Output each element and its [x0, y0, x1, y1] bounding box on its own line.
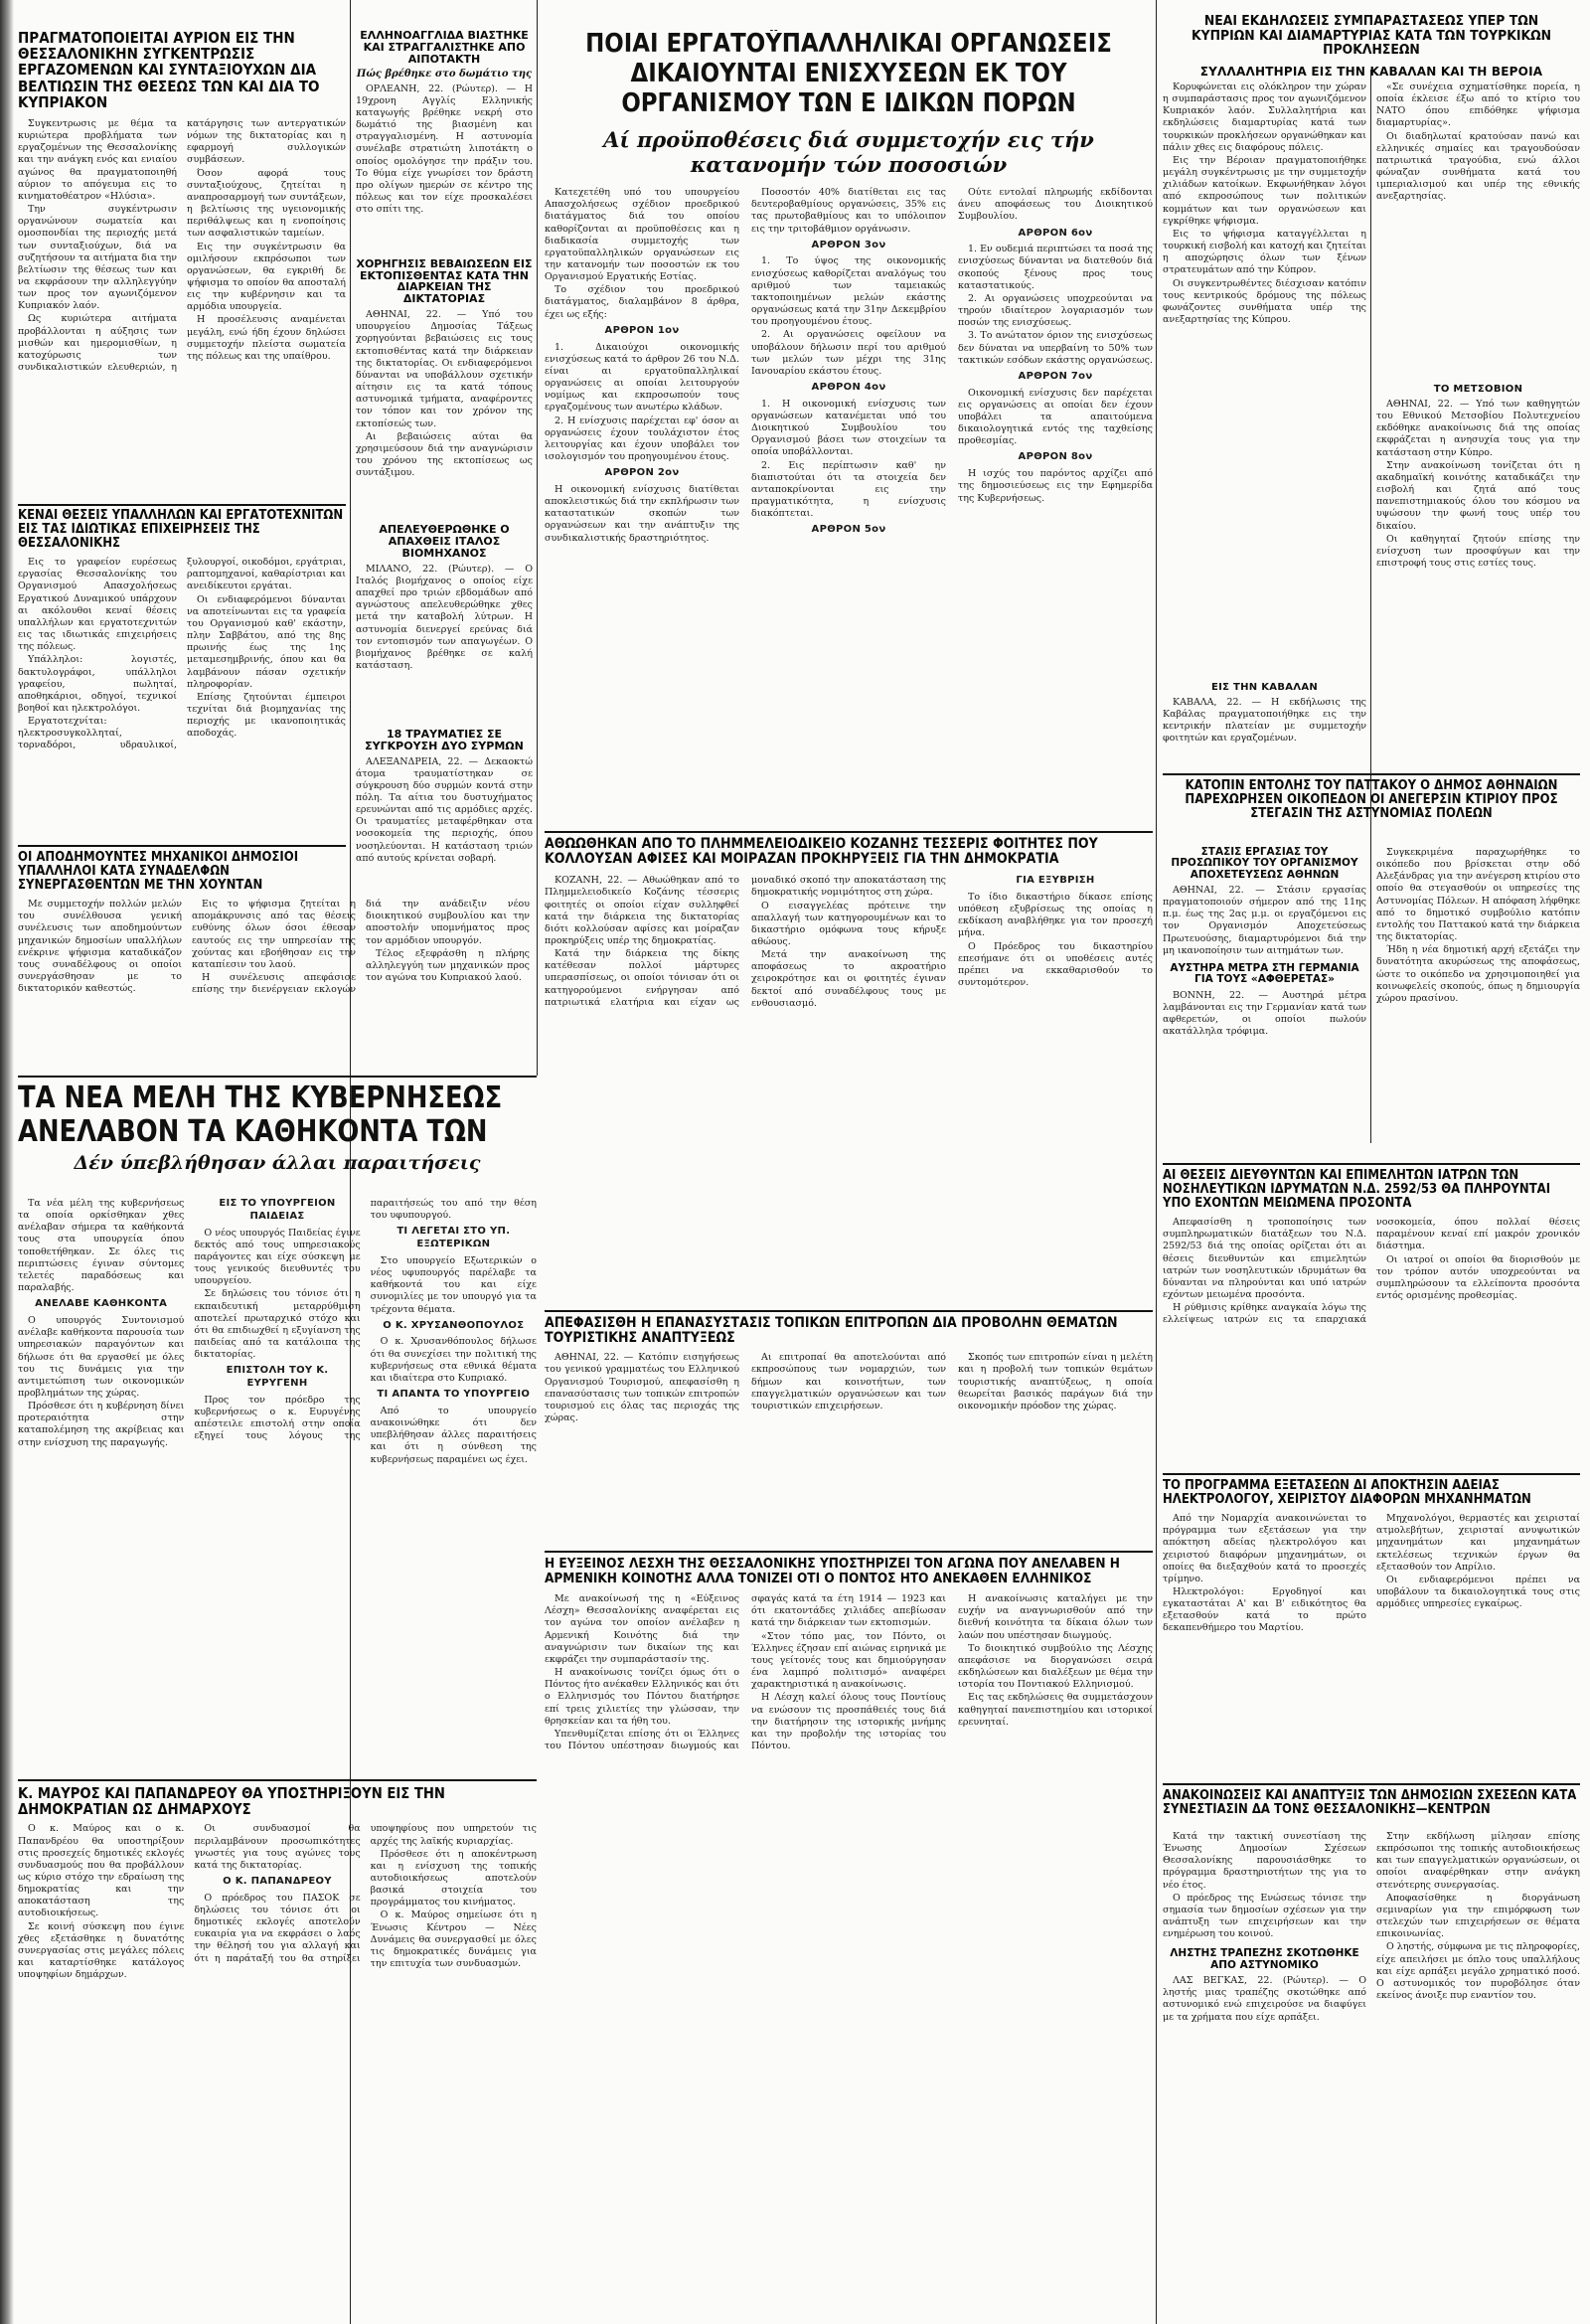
story-cyprus-body-b [1376, 82, 1580, 767]
article-subhead: ΑΡΘΡΟΝ 8ον [1018, 451, 1093, 463]
article-body: Από την Νομαρχία ανακοινώνεται το πρόγραμμα των εξετάσεων για την απόκτηση αδείας ηλεκτρολόγου και χειριστού διαφόρων μηχανημάτων, οι οποίες θα διεξαχθούν κατά το προσεχές τρίμηνο. Ηλεκτρολόγοι: Εργοδηγοί και εγκαταστάται Α' και Β' ειδικότητος θα εξετασθούν κατά το πρώτο δεκαπενθήμερο του Μαρτίου. Μηχανολόγοι, θερμαστές και χειρισταί ατμολεβήτων, χειρισταί ανυψωτικών μηχανημάτων και μηχανημάτων εκτελέσεως τεχνικών έργων θα εξετασθούν τον Απρίλιο. Οι ενδιαφερόμενοι πρέπει να υποβάλουν τα δικαιολογητικά τους στις αρμόδιες υπηρεσίες εγκαίρως. [1163, 1513, 1580, 1634]
article-body: «Σε συνέχεια σχηματίσθηκε πορεία, η οποία έκλεισε έξω από το κτίριο του ΝΑΤΟ όπου επιδόθηκε ψήφισμα διαμαρτυρίας». Οι διαδηλωταί κρατούσαν πανώ και ελληνικές σημαίες και τραγουδούσαν πατριωτικά τραγούδια, ενώ άλλοι φώναζαν συνθήματα κατά του ιμπεριαλισμού και υπέρ της εθνικής ανεξαρτησίας. [1376, 82, 1580, 203]
article-subhead: Ο Κ. ΧΡΥΣΑΝΘΟΠΟΥΛΟΣ [383, 1319, 525, 1331]
article-subhead: ΑΡΘΡΟΝ 5ον [811, 524, 886, 536]
story-mayors [18, 1785, 537, 2312]
pr-col-a [1163, 1831, 1366, 2298]
headline: Κ. ΜΑΥΡΟΣ ΚΑΙ ΠΑΠΑΝΔΡΕΟΥ ΘΑ ΥΠΟΣΤΗΡΙΞΟΥΝ ΕΙΣ ΤΗΝ ΔΗΜΟΚΡΑΤΙΑΝ ΩΣ ΔΗΜΑΡΧΟΥΣ [18, 1785, 445, 1819]
article-subhead: ΤΙ ΑΠΑΝΤΑ ΤΟ ΥΠΟΥΡΓΕΙΟ [377, 1389, 531, 1401]
divider [18, 845, 346, 847]
subheadline: ΣΤΑΣΙΣ ΕΡΓΑΣΙΑΣ ΤΟΥ ΠΡΟΣΩΠΙΚΟΥ ΤΟΥ ΟΡΓΑΝΙΣΜΟΥ ΑΠΟΧΕΤΕΥΣΕΩΣ ΑΘΗΝΩΝ [1171, 847, 1358, 881]
article-body: Συγκεντρωσις με θέμα τα κυριώτερα προβλήματα των εργαζομένων της Θεσσαλονίκης και την ανάγκη ενός και ενιαίου αγώνος θα πραγματοποιηθή αύριον το απόγευμα εις το κινηματοθέατρον «Ηλύσια». Την συγκέντρωσιν οργανώνουν σωματεία και ομοσπονδίαι της περιοχής μετά των συνταξιούχων, διά να συζητήσουν τα αιτήματα δια την βελτίωσιν της θέσεως των και να εκφράσουν την αλληλεγγύην των προς τον αγωνιζόμενον Κυπριακόν λαόν. Ως κυριώτερα αιτήματα προβάλλονται η αύξησις των μισθών και ημερομισθίων, η κατοχύρωσις των συνδικαλιστικών ελευθεριών, η κατάργησις των αντεργατικών νόμων της δικτατορίας και η εφαρμογή συλλογικών συμβάσεων. Όσον αφορά τους συνταξιούχους, ζητείται η αναπροσαρμογή των συντάξεων, η βελτίωσις της υγειονομικής περιθάλψεως και η ενοποίησις των ασφαλιστικών ταμείων. Εις την συγκέντρωσιν θα ομιλήσουν εκπρόσωποι των οργανώσεων, θα εγκριθή δε ψήφισμα το οποίον θα αποσταλή εις την κυβέρνησιν και τα αρμόδια υπουργεία. Η προσέλευσις αναμένεται μεγάλη, ενώ ήδη έχουν δηλώσει συμμετοχήν πλείστα σωματεία της πόλεως και της υπαίθρου. [18, 117, 346, 374]
divider [1163, 1163, 1580, 1165]
police-col-b [1376, 847, 1580, 1155]
headline: ΠΡΑΓΜΑΤΟΠΟΙΕΙΤΑΙ ΑΥΡΙΟΝ ΕΙΣ ΤΗΝ ΘΕΣΣΑΛΟΝΙΚΗΝ ΣΥΓΚΕΝΤΡΩΣΙΣ ΕΡΓΑΖΟΜΕΝΩΝ ΚΑΙ ΣΥΝΤΑΞΙΟΥΧΩΝ ΔΙΑ ΒΕΛΤΙΩΣΙΝ ΤΗΣ ΘΕΣΕΩΣ ΤΩΝ ΚΑΙ ΔΙΑ ΤΟ ΚΥΠΡΙΑΚΟΝ [18, 30, 320, 111]
subheadline: ΣΥΛΛΑΛΗΤΗΡΙΑ ΕΙΣ ΤΗΝ ΚΑΒΑΛΑΝ ΚΑΙ ΤΗ ΒΕΡΟΙΑ [1199, 64, 1543, 78]
main-deck: Αί προϋποθέσεις διά συμμετοχήν εις τήν κατανομήν τών ποσοσιών [603, 126, 1094, 177]
story-police-building [1163, 779, 1580, 1157]
story-tourism [545, 1316, 1153, 1545]
article-body: ΑΘΗΝΑΙ, 22. — Υπό των καθηγητών του Εθνικού Μετσοβίου Πολυτεχνείου εκδόθηκε ανακοίνωσις διά της οποίας εκφράζεται η ανησυχία τους για την κατάσταση στην Κύπρο. Στην ανακοίνωση τονίζεται ότι η ακαδημαϊκή κοινότης καταδικάζει την εισβολή και ζητά από τους πανεπιστημιακούς όλου του κόσμου να υψώσουν την φωνή τους υπέρ του δικαίου. Οι καθηγηταί ζητούν επίσης την ενίσχυση των προσφύγων και την επιστροφή τους στις εστίες τους. [1376, 399, 1580, 570]
headline-italian: ΑΠΕΛΕΥΘΕΡΩΘΗΚΕ Ο ΑΠΑΧΘΕΙΣ ΙΤΑΛΟΣ ΒΙΟΜΗΧΑΝΟΣ [379, 523, 510, 560]
main-article-body: Κατεχετέθη υπό του υπουργείου Απασχολήσεως σχέδιον προεδρικού διατάγματος διά του οποίου καθορίζονται αι προϋποθέσεις και η διαδικασία συμμετοχής των εργατοϋπαλληλικών οργανώσεων εις την κατανομήν των ποσοστών εκ του Οργανισμού Εργατικής Εστίας. Το σχέδιον του προεδρικού διατάγματος, διαλαμβάνον 8 άρθρα, έχει ως εξής: ΑΡΘΡΟΝ 1ον 1. Δικαιούχοι οικονομικής ενισχύσεως κατά το άρθρον 26 του Ν.Δ. είναι αι εργατοϋπαλληλικαί οργανώσεις αι οποίαι λειτουργούν νομίμως και εκπροσωπούν τους εργαζομένους των ανωτέρω κλάδων. 2. Η ενίσχυσις παρέχεται εφ' όσον αι οργανώσεις έχουν τουλάχιστον έτος λειτουργίας και έχουν υποβάλει τον ισολογισμόν του προηγουμένου έτους. ΑΡΘΡΟΝ 2ον Η οικονομική ενίσχυσις διατίθεται αποκλειστικώς διά την εκπλήρωσιν των καταστατικών σκοπών των οργανώσεων και την ανάπτυξιν της συνδικαλιστικής δραστηριότητος. Ποσοστόν 40% διατίθεται εις τας δευτεροβαθμίους οργανώσεις, 35% εις τας πρωτοβαθμίους και το υπόλοιπον εις την τριτοβάθμιον οργάνωσιν. ΑΡΘΡΟΝ 3ον 1. Το ύψος της οικονομικής ενισχύσεως καθορίζεται αναλόγως του αριθμού των ταμειακώς τακτοποιημένων μελών εκάστης οργανώσεως κατά την 31ην Δεκεμβρίου του προηγουμένου έτους. 2. Αι οργανώσεις οφείλουν να υποβάλουν δήλωσιν περί του αριθμού των μελών των μέχρι της 31ης Ιανουαρίου εκάστου έτους. ΑΡΘΡΟΝ 4ον 1. Η οικονομική ενίσχυσις των οργανώσεων κατανέμεται υπό του Διοικητικού Συμβουλίου του Οργανισμού βάσει των στοιχείων τα οποία υποβάλλονται. 2. Εις περίπτωσιν καθ' ην διαπιστούται ότι τα στοιχεία δεν ανταποκρίνονται εις την πραγματικότητα, η ενίσχυσις διακόπτεται. ΑΡΘΡΟΝ 5ον Ούτε εντολαί πληρωμής εκδίδονται άνευ αποφάσεως του Διοικητικού Συμβουλίου. ΑΡΘΡΟΝ 6ον 1. Εν ουδεμιά περιπτώσει τα ποσά της ενισχύσεως δύνανται να διατεθούν διά σκοπούς ξένους προς τους καταστατικούς. 2. Αι οργανώσεις υποχρεούνται να τηρούν ιδιαίτερον λογαριασμόν των ποσών της ενισχύσεως. 3. Το ανώτατον όριον της ενισχύσεως δεν δύναται να υπερβαίνη το 50% των τακτικών εσόδων εκάστης οργανώσεως. ΑΡΘΡΟΝ 7ον Οικονομική ενίσχυσις δεν παρέχεται εις οργανώσεις αι οποίαι δεν έχουν υποβάλει τα απαιτούμενα δικαιολογητικά εντός της ταχθείσης προθεσμίας. ΑΡΘΡΟΝ 8ον Η ισχύς του παρόντος αρχίζει από της δημοσιεύσεως εις την Εφημερίδα της Κυβερνήσεως. [545, 187, 1153, 544]
story-public-relations [1163, 1789, 1580, 2306]
subheadline: Πώς βρέθηκε στο δωμάτιο της [356, 68, 533, 80]
story-thessaloniki-rally [18, 30, 346, 497]
main-headline: ΠΟΙΑΙ ΕΡΓΑΤΟΫΠΑΛΛΗΛΙΚΑΙ ΟΡΓΑΝΩΣΕΙΣ ΔΙΚΑΙΟΥΝΤΑΙ ΕΝΙΣΧΥΣΕΩΝ ΕΚ ΤΟΥ ΟΡΓΑΝΙΣΜΟΥ ΤΩΝ Ε ΙΔΙΚΩΝ ΠΟΡΩΝ [585, 30, 1112, 118]
headline: ΑΝΑΚΟΙΝΩΣΕΙΣ ΚΑΙ ΑΝΑΠΤΥΞΙΣ ΤΩΝ ΔΗΜΟΣΙΩΝ ΣΧΕΣΕΩΝ ΚΑΤΑ ΣΥΝΕΣΤΙΑΣΙΝ ΔΑ ΤΟΝΣ ΘΕΣΣΑΛΟΝΙΚΗΣ—ΚΕΝΤΡΩΝ [1163, 1789, 1577, 1818]
article-subhead: ΑΡΘΡΟΝ 2ον [604, 467, 680, 479]
article-subhead: ΑΡΘΡΟΝ 3ον [811, 239, 886, 250]
article-body: ΚΟΖΑΝΗ, 22. — Αθωώθηκαν από το Πλημμελειοδικείο Κοζάνης τέσσερις φοιτητές οι οποίοι είχαν συλληφθεί κατά την διάρκεια της δικτατορίας διότι κολλούσαν αφίσες και μοίραζαν προκηρύξεις υπέρ της δημοκρατίας. Κατά την διάρκεια της δίκης κατέθεσαν πολλοί μάρτυρες υπερασπίσεως, οι οποίοι τόνισαν ότι οι κατηγορούμενοι ενήργησαν από πατριωτικά ελατήρια και είχαν ως μοναδικό σκοπό την αποκατάσταση της δημοκρατικής νομιμότητος στη χώρα. Ο εισαγγελέας πρότεινε την απαλλαγή των κατηγορουμένων και το δικαστήριο ομόφωνα τους κήρυξε αθώους. Μετά την ανακοίνωση της αποφάσεως το ακροατήριο χειροκρότησε και οι φοιτητές έγιναν δεκτοί από συναδέλφους τους με ενθουσιασμό. ΓΙΑ ΕΞΥΒΡΙΣΗ Το ίδιο δικαστήριο δίκασε επίσης υπόθεση εξυβρίσεως της οποίας η εκδίκαση αναβλήθηκε για τον προσεχή μήνα. Ο Πρόεδρος του δικαστηρίου επεσήμανε ότι οι υποθέσεις αυτές πρέπει να εκκαθαρισθούν το συντομότερον. [545, 875, 1153, 1009]
cabinet-deck: Δέν ύπεβλήθησαν άλλαι παραιτήσεις [74, 1152, 481, 1175]
headline: ΟΙ ΑΠΟΔΗΜΟΥΝΤΕΣ ΜΗΧΑΝΙΚΟΙ ΔΗΜΟΣΙΟΙ ΥΠΑΛΛΗΛΟΙ ΚΑΤΑ ΣΥΝΑΔΕΛΦΩΝ ΣΥΝΕΡΓΑΣΘΕΝΤΩΝ ΜΕ ΤΗΝ ΧΟΥΝΤΑΝ [18, 851, 299, 894]
article-body: ΑΘΗΝΑΙ, 22. — Κατόπιν εισηγήσεως του γενικού γραμματέως του Ελληνικού Οργανισμού Τουρισμού, απεφασίσθη η επανασύστασις των τοπικών επιτροπών τουρισμού εις όλας τας περιοχάς της χώρας. Αι επιτροπαί θα αποτελούνται από εκπροσώπους των νομαρχιών, των δήμων και κοινοτήτων, των επαγγελματικών οργανώσεων και των τουριστικών επιχειρήσεων. Σκοπός των επιτροπών είναι η μελέτη και η προβολή των τοπικών θεμάτων τουριστικής αναπτύξεως, η οποία θεωρείται βασικός παράγων διά την οικονομικήν πρόοδον της χώρας. [545, 1352, 1153, 1423]
divider [18, 504, 346, 506]
headline: ΚΑΤΟΠΙΝ ΕΝΤΟΛΗΣ ΤΟΥ ΠΑΤΤΑΚΟΥ Ο ΔΗΜΟΣ ΑΘΗΝΑΙΩΝ ΠΑΡΕΧΩΡΗΣΕΝ ΟΙΚΟΠΕΔΟΝ ΟΙ ΑΝΕΓΕΡΣΙΝ ΚΤΙΡΙΟΥ ΠΡΟΣ ΣΤΕΓΑΣΙΝ ΤΗΣ ΑΣΤΥΝΟΜΙΑΣ ΠΟΛΕΩΝ [1185, 779, 1558, 822]
article-body: ΑΘΗΝΑΙ, 22. — Στάσιν εργασίας πραγματοποιούν σήμερον από της 11ης π.μ. έως της 2ας μ.μ. οι εργαζόμενοι εις τον Οργανισμόν Αποχετεύσεως Πρωτευούσης, διαμαρτυρόμενοι διά την μη ικανοποίησιν των αιτημάτων των. ΑΥΣΤΗΡΑ ΜΕΤΡΑ ΣΤΗ ΓΕΡΜΑΝΙΑ ΓΙΑ ΤΟΥΣ «ΑΦΘΕΡΕΤΑΣ» ΒΟΝΝΗ, 22. — Αυστηρά μέτρα λαμβάνονται εις την Γερμανίαν κατά των αφθερετών, οι οποίοι πωλούν ακατάλληλα τρόφιμα. [1163, 884, 1366, 1038]
article-subhead: ΕΠΙΣΤΟΛΗ ΤΟΥ Κ. ΕΥΡΥΓΕΝΗ [226, 1365, 329, 1390]
article-body: ΑΛΕΞΑΝΔΡΕΙΑ, 22. — Δεκαοκτώ άτομα τραυματίστηκαν σε σύγκρουση δύο συρμών κοντά στην πόλη. Τα αίτια του δυστυχήματος ερευνώνται από τις αρμόδιες αρχές. Οι τραυματίες μεταφέρθηκαν στα νοσοκομεία της περιοχής, όπου νοσηλεύονται. Η κατάσταση τριών από αυτούς κρίνεται σοβαρή. [356, 755, 533, 864]
story-cyprus-body-a [1163, 82, 1366, 767]
top-middle-column [356, 30, 533, 1074]
headline-trains: 18 ΤΡΑΥΜΑΤΙΕΣ ΣΕ ΣΥΓΚΡΟΥΣΗ ΔΥΟ ΣΥΡΜΩΝ [365, 727, 524, 752]
headline: ΑΙ ΘΕΣΕΙΣ ΔΙΕΥΘΥΝΤΩΝ ΚΑΙ ΕΠΙΜΕΛΗΤΩΝ ΙΑΤΡΩΝ ΤΩΝ ΝΟΣΗΛΕΥΤΙΚΩΝ ΙΔΡΥΜΑΤΩΝ Ν.Δ. 2592/53 ΘΑ ΠΛΗΡΟΥΝΤΑΙ ΥΠΟ ΕΧΟΝΤΩΝ ΜΕΙΩΜΕΝΑ ΠΡΟΣΟΝΤΑ [1163, 1169, 1551, 1212]
divider [545, 1551, 1153, 1553]
headline-rape-case: ΕΛΛΗΝΟΑΓΓΛΙΔΑ ΒΙΑΣΤΗΚΕ ΚΑΙ ΣΤΡΑΓΓΑΛΙΣΤΗΚΕ ΑΠΟ ΑΙΠΟΤΑΚΤΗ [360, 30, 529, 66]
article-subhead: ΤΟ ΜΕΤΣΟΒΙΟΝ [1433, 384, 1523, 395]
article-body: Εις το γραφείον ευρέσεως εργασίας Θεσσαλονίκης του Οργανισμού Απασχολήσεως Εργατικού Δυναμικού υπάρχουν αι ακόλουθοι κεναί θέσεις υπαλλήλων και εργατοτεχνιτών εις τας ιδιωτικάς επιχειρήσεις της πόλεως. Υπάλληλοι: λογιστές, δακτυλογράφοι, υπάλληλοι γραφείου, πωληταί, αποθηκάριοι, οδηγοί, τεχνικοί βοηθοί και ηλεκτρολόγοι. Εργατοτεχνίται: ηλεκτροσυγκολληταί, τορναδόροι, υδραυλικοί, ξυλουργοί, οικοδόμοι, εργάτριαι, ραπτομηχανοί, καθαρίστριαι και ανειδίκευτοι εργάται. Οι ενδιαφερόμενοι δύνανται να αποτείνωνται εις τα γραφεία του Οργανισμού καθ' εκάστην, πλην Σαββάτου, από της 8ης πρωινής έως της 1ης μεταμεσημβρινής, όπου και θα λαμβάνουν πάσαν σχετικήν πληροφορίαν. Επίσης ζητούνται έμπειροι τεχνίται διά βιομηχανίας της περιοχής με ικανοποιητικάς αποδοχάς. [18, 557, 346, 751]
story-exams [1163, 1479, 1580, 1777]
story-hospital-posts [1163, 1169, 1580, 1467]
article-body: Με ανακοίνωσή της η «Εύξεινος Λέσχη» Θεσσαλονίκης αναφέρεται εις τον αγώνα τον οποίον ανέλαβεν η Αρμενική Κοινότης διά την αναγνώρισιν των δικαίων της και εκφράζει την συμπαράστασίν της. Η ανακοίνωσις τονίζει όμως ότι ο Πόντος ήτο ανέκαθεν Ελληνικός και ότι ο Ελληνισμός του Πόντου διατήρησε επί τρεις χιλιετίες την γλώσσαν, την θρησκείαν και τα ήθη του. Υπενθυμίζεται επίσης ότι οι Έλληνες του Πόντου υπέστησαν διωγμούς και σφαγάς κατά τα έτη 1914 — 1923 και ότι εκατοντάδες χιλιάδες απεβίωσαν κατά την διάρκειαν των εκτοπισμών. «Στον τόπο μας, τον Πόντο, οι Έλληνες έζησαν επί αιώνας ειρηνικά με τους γείτονές τους και δημιούργησαν ένα λαμπρό πολιτισμό» αναφέρει χαρακτηριστικά η ανακοίνωσις. Η Λέσχη καλεί όλους τους Ποντίους να ενώσουν τις προσπάθειές τους διά την διατήρησιν της ιστορικής μνήμης και την προβολήν της ιστορίας του Πόντου. Η ανακοίνωσις καταλήγει με την ευχήν να αναγνωρισθούν από την διεθνή κοινότητα τα δίκαια όλων των λαών που υπέστησαν διωγμούς. Το διοικητικό συμβούλιο της Λέσχης απεφάσισε να διοργανώσει σειρά εκδηλώσεων και διαλέξεων με θέμα την ιστορία του Ποντιακού Ελληνισμού. Εις τας εκδηλώσεις θα συμμετάσχουν καθηγηταί πανεπιστημίου και ιστορικοί ερευνηταί. [545, 1593, 1153, 1752]
subheadline: ΛΗΣΤΗΣ ΤΡΑΠΕΖΗΣ ΣΚΟΤΩΘΗΚΕ ΑΠΟ ΑΣΤΥΝΟΜΙΚΟ [1170, 1947, 1359, 1971]
article-body: ΚΑΒΑΛΑ, 22. — Η εκδήλωσις της Καβάλας πραγματοποιήθηκε εις την κεντρικήν πλατείαν με συμμετοχήν φοιτητών και εργαζομένων. [1163, 697, 1366, 745]
scan-edge [0, 0, 14, 2324]
article-body: Τα νέα μέλη της κυβερνήσεως τα οποία ορκίσθηκαν χθες ανέλαβαν σήμερα τα καθήκοντά τους στα υπουργεία όπου τοποθετήθηκαν. Σε όλες τις περιπτώσεις έγιναν σύντομες τελετές παραδόσεως και παραλαβής. ΑΝΕΛΑΒΕ ΚΑΘΗΚΟΝΤΑ Ο υπουργός Συντονισμού ανέλαβε καθήκοντα παρουσία των υπηρεσιακών παραγόντων και δήλωσε ότι θα εργασθεί με όλες του τις δυνάμεις για την αντιμετώπιση των οικονομικών προβλημάτων της χώρας. Πρόσθεσε ότι η κυβέρνηση δίνει προτεραιότητα στην καταπολέμηση της ακρίβειας και στην ενίσχυση της παραγωγής. ΕΙΣ ΤΟ ΥΠΟΥΡΓΕΙΟΝ ΠΑΙΔΕΙΑΣ Ο νέος υπουργός Παιδείας έγινε δεκτός από τους υπηρεσιακούς παράγοντες και είχε σύσκεψη με τους γενικούς διευθυντές του υπουργείου. Σε δηλώσεις του τόνισε ότι η εκπαιδευτική μεταρρύθμιση αποτελεί πρωταρχικό στόχο και ότι θα επιδιωχθεί η εξυγίανση της παιδείας από τα κατάλοιπα της δικτατορίας. ΕΠΙΣΤΟΛΗ ΤΟΥ Κ. ΕΥΡΥΓΕΝΗ Προς τον πρόεδρο της κυβερνήσεως ο κ. Ευρυγένης απέστειλε επιστολή στην οποία εξηγεί τους λόγους της παραιτήσεώς του από την θέση του υφυπουργού. ΤΙ ΛΕΓΕΤΑΙ ΣΤΟ ΥΠ. ΕΞΩΤΕΡΙΚΩΝ Στο υπουργείο Εξωτερικών ο νέος υφυπουργός παρέλαβε τα καθήκοντά του και είχε συνομιλίες με τον υπουργό για τα τρέχοντα θέματα. Ο Κ. ΧΡΥΣΑΝΘΟΠΟΥΛΟΣ Ο κ. Χρυσανθόπουλος δήλωσε ότι θα συνεχίσει την πολιτική της κυβερνήσεως στα εθνικά θέματα και ιδιαίτερα στο Κυπριακό. ΤΙ ΑΠΑΝΤΑ ΤΟ ΥΠΟΥΡΓΕΙΟ Από το υπουργείο ανακοινώθηκε ότι δεν υπεβλήθησαν άλλες παραιτήσεις και ότι η σύνθεση της κυβερνήσεως παραμένει ως έχει. [18, 1198, 537, 1465]
article-subhead: ΕΙΣ ΤΟ ΥΠΟΥΡΓΕΙΟΝ ΠΑΙΔΕΙΑΣ [219, 1198, 336, 1222]
article-subhead: ΓΙΑ ΕΞΥΒΡΙΣΗ [1016, 875, 1095, 887]
cabinet-headline: ΤΑ ΝΕΑ ΜΕΛΗ ΤΗΣ ΚΥΒΕΡΝΗΣΕΩΣ ΑΝΕΛΑΒΟΝ ΤΑ ΚΑΘΗΚΟΝΤΑ ΤΩΝ [18, 1081, 503, 1149]
story-vacancies [18, 509, 346, 842]
divider [18, 1779, 537, 1781]
cabinet-headline-block [18, 1081, 537, 1191]
divider [1163, 1473, 1580, 1475]
pr-col-b [1376, 1831, 1580, 2298]
subheadline: ΑΥΣΤΗΡΑ ΜΕΤΡΑ ΣΤΗ ΓΕΡΜΑΝΙΑ ΓΙΑ ΤΟΥΣ «ΑΦΘΕΡΕΤΑΣ» [1170, 961, 1359, 986]
article-subhead: ΑΡΘΡΟΝ 4ον [811, 382, 886, 394]
headline: ΑΠΕΦΑΣΙΣΘΗ Η ΕΠΑΝΑΣΥΣΤΑΣΙΣ ΤΟΠΙΚΩΝ ΕΠΙΤΡΟΠΩΝ ΔΙΑ ΠΡΟΒΟΛΗΝ ΘΕΜΑΤΩΝ ΤΟΥΡΙΣΤΙΚΗΣ ΑΝΑΠΤΥΞΕΩΣ [545, 1316, 1118, 1347]
divider [545, 831, 1153, 833]
article-body: Ο κ. Μαύρος και ο κ. Παπανδρέου θα υποστηρίξουν στις προσεχείς δημοτικές εκλογές συνδυασμούς που θα προβάλλουν ως κύριο στόχο την εδραίωση της δημοκρατίας και την αποκατάσταση της αυτοδιοικήσεως. Σε κοινή σύσκεψη που έγινε χθες εξετάσθηκε η δυνατότης συνεργασίας στις μεγάλες πόλεις και καταρτίσθηκε κατάλογος υποψηφίων δημάρχων. Οι συνδυασμοί θα περιλαμβάνουν προσωπικότητες γνωστές για τους αγώνες τους κατά της δικτατορίας. Ο Κ. ΠΑΠΑΝΔΡΕΟΥ Ο πρόεδρος του ΠΑΣΟΚ σε δηλώσεις του τόνισε ότι οι δημοτικές εκλογές αποτελούν ευκαιρία για να εκφράσει ο λαός την θέλησή του για αλλαγή και ότι η παράταξή του θα στηρίξει υποψηφίους που υπηρετούν τις αρχές της λαϊκής κυριαρχίας. Πρόσθεσε ότι η αποκέντρωση και η ενίσχυση της τοπικής αυτοδιοικήσεως αποτελούν βασικά στοιχεία του προγράμματος του κινήματος. Ο κ. Μαύρος σημείωσε ότι η Ένωσις Κέντρου — Νέες Δυνάμεις θα συνεργασθεί με όλες τις δημοκρατικές δυνάμεις για την επιτυχία των συνδυασμών. [18, 1823, 537, 1981]
article-body: Κατά την τακτική συνεστίαση της Ένωσης Δημοσίων Σχέσεων Θεσσαλονίκης παρουσιάσθηκε το πρόγραμμα δραστηριοτήτων της για το νέο έτος. Ο πρόεδρος της Ενώσεως τόνισε την σημασία των δημοσίων σχέσεων για την ανάπτυξη των επιχειρήσεων και την ενημέρωση του κοινού. ΛΗΣΤΗΣ ΤΡΑΠΕΖΗΣ ΣΚΟΤΩΘΗΚΕ ΑΠΟ ΑΣΤΥΝΟΜΙΚΟ ΛΑΣ ΒΕΓΚΑΣ, 22. (Ρώυτερ). — Ο ληστής μιας τραπέζης σκοτώθηκε από αστυνομικό ενώ επιχειρούσε να διαφύγει με τα χρήματα που είχε αρπάξει. [1163, 1831, 1366, 2023]
article-body: Κορυφώνεται εις ολόκληρον την χώραν η συμπαράστασις προς τον αγωνιζόμενον Κυπριακόν λαόν. Συλλαλητήρια και εκδηλώσεις διαμαρτυρίας κατά των τουρκικών προκλήσεων οργανώθηκαν και πάλιν χθες εις διαφόρους πόλεις. Εις την Βέροιαν πραγματοποιήθηκε μεγάλη συγκέντρωσις με την συμμετοχήν χιλιάδων κατοίκων. Εκφωνήθηκαν λόγοι από εκπροσώπους των πολιτικών κομμάτων και των οργανώσεων και εγκρίθηκε ψήφισμα. Εις το ψήφισμα καταγγέλλεται η τουρκική εισβολή και κατοχή και ζητείται η αποχώρησις όλων των ξένων στρατευμάτων από την Κύπρον. Οι συγκεντρωθέντες διέσχισαν κατόπιν τους κεντρικούς δρόμους της πόλεως φωνάζοντες συνθήματα υπέρ της ανεξαρτησίας της Κύπρου. [1163, 82, 1366, 325]
article-body: Συγκεκριμένα παραχωρήθηκε το οικόπεδο που βρίσκεται στην οδό Αλεξάνδρας για την ανέγερση κτιρίου στο οποίο θα στεγασθούν οι υπηρεσίες της Αστυνομίας Πόλεων. Η απόφαση λήφθηκε από το δημοτικό συμβούλιο κατόπιν εντολής του Παττακού κατά την διάρκεια της δικτατορίας. Ήδη η νέα δημοτική αρχή εξετάζει την δυνατότητα ακυρώσεως της αποφάσεως, ώστε το οικόπεδο να χρησιμοποιηθεί για κοινωφελείς σκοπούς, όπως η δημιουργία χώρου πρασίνου. [1376, 847, 1580, 1004]
article-subhead: ΑΡΘΡΟΝ 7ον [1018, 370, 1093, 382]
headline-certificates: ΧΟΡΗΓΗΣΙΣ ΒΕΒΑΙΩΣΕΩΝ ΕΙΣ ΕΚΤΟΠΙΣΘΕΝΤΑΣ ΚΑΤΑ ΤΗΝ ΔΙΑΡΚΕΙΑΝ ΤΗΣ ΔΙΚΤΑΤΟΡΙΑΣ [356, 256, 533, 306]
article-subhead: Ο Κ. ΠΑΠΑΝΔΡΕΟΥ [223, 1876, 332, 1887]
article-subhead: ΕΙΣ ΤΗΝ ΚΑΒΑΛΑΝ [1210, 682, 1319, 693]
divider [18, 1076, 537, 1078]
article-body: Με συμμετοχήν πολλών μελών του συνέλθουσα γενική συνέλευσις των αποδημούντων μηχανικών δημοσίων υπαλλήλων ενέκρινε ψήφισμα καταδικάζον τους συναδέλφους οι οποίοι συνεργάσθησαν με το δικτατορικόν καθεστώς. Εις το ψήφισμα ζητείται η απομάκρυνσις από τας θέσεις ευθύνης όλων όσοι έθεσαν εαυτούς εις την υπηρεσίαν της χούντας και εβοήθησαν εις την καταπίεσιν του λαού. Η συνέλευσις απεφάσισε επίσης την διενέργειαν εκλογών διά την ανάδειξιν νέου διοικητικού συμβουλίου και την αποστολήν υπομνήματος προς τον αρμόδιον υπουργόν. Τέλος εξεφράσθη η πλήρης αλληλεγγύη των μηχανικών προς τον αγώνα του Κυπριακού λαού. [18, 899, 530, 996]
police-col-a [1163, 847, 1366, 1155]
divider [1163, 773, 1580, 775]
column-rule [1156, 0, 1157, 2324]
headline: ΚΕΝΑΙ ΘΕΣΕΙΣ ΥΠΑΛΛΗΛΩΝ ΚΑΙ ΕΡΓΑΤΟΤΕΧΝΙΤΩΝ ΕΙΣ ΤΑΣ ΙΔΙΩΤΙΚΑΣ ΕΠΙΧΕΙΡΗΣΕΙΣ ΤΗΣ ΘΕΣΣΑΛΟΝΙΚΗΣ [18, 509, 344, 552]
article-subhead: ΤΙ ΛΕΓΕΤΑΙ ΣΤΟ ΥΠ. ΕΞΩΤΕΡΙΚΩΝ [397, 1226, 511, 1250]
divider [1163, 1783, 1580, 1785]
headline: Η ΕΥΞΕΙΝΟΣ ΛΕΣΧΗ ΤΗΣ ΘΕΣΣΑΛΟΝΙΚΗΣ ΥΠΟΣΤΗΡΙΖΕΙ ΤΟΝ ΑΓΩΝΑ ΠΟΥ ΑΝΕΛΑΒΕΝ Η ΑΡΜΕΝΙΚΗ ΚΟΙΝΟΤΗΣ ΑΛΛΑ ΤΟΝΙΖΕΙ ΟΤΙ Ο ΠΟΝΤΟΣ ΗΤΟ ΑΝΕΚΑΘΕΝ ΕΛΛΗΝΙΚΟΣ [545, 1557, 1120, 1586]
article-body: Απεφασίσθη η τροποποίησις των συμπληρωματικών διατάξεων του Ν.Δ. 2592/53 διά της οποίας ορίζεται ότι αι θέσεις διευθυντών και επιμελητών ιατρών των νοσηλευτικών ιδρυμάτων θα δύνανται να πληρούνται και υπό ιατρών εχόντων μειωμένα προσόντα. Η ρύθμισις κρίθηκε αναγκαία λόγω της ελλείψεως ιατρών εις τα επαρχιακά νοσοκομεία, όπου πολλαί θέσεις παραμένουν κεναί επί μακρόν χρονικόν διάστημα. Οι ιατροί οι οποίοι θα διορισθούν με τον τρόπον αυτόν υποχρεούνται να συμπληρώσουν τα ελλείποντα προσόντα εντός ορισμένης προθεσμίας. [1163, 1217, 1580, 1326]
main-story [545, 30, 1153, 825]
article-body: ΜΙΛΑΝΟ, 22. (Ρώυτερ). — Ο Ιταλός βιομήχανος ο οποίος είχε απαχθεί προ τριών εβδομάδων από αγνώστους απελευθερώθηκε χθες μετά την καταβολή λύτρων. Η αστυνομία διενεργεί ερεύνας διά τον εντοπισμόν των απαγωγέων. Ο βιομήχανος βρέθηκε σε καλή κατάσταση. [356, 563, 533, 671]
article-body: Στην εκδήλωση μίλησαν επίσης εκπρόσωποι της τοπικής αυτοδιοικήσεως και των επαγγελματικών οργανώσεων, οι οποίοι αναφέρθηκαν στην ανάγκη στενότερης συνεργασίας. Αποφασίσθηκε η διοργάνωση σεμιναρίων για την επιμόρφωση των στελεχών των επιχειρήσεων σε θέματα επικοινωνίας. Ο ληστής, σύμφωνα με τις πληροφορίες, είχε απειλήσει με όπλο τους υπαλλήλους και είχε αρπάξει μεγάλο χρηματικό ποσό. Ο αστυνομικός τον πυροβόλησε όταν εκείνος άνοιξε πυρ εναντίον του. [1376, 1831, 1580, 2002]
headline: ΝΕΑΙ ΕΚΔΗΛΩΣΕΙΣ ΣΥΜΠΑΡΑΣΤΑΣΕΩΣ ΥΠΕΡ ΤΩΝ ΚΥΠΡΙΩΝ ΚΑΙ ΔΙΑΜΑΡΤΥΡΙΑΣ ΚΑΤΑ ΤΩΝ ΤΟΥΡΚΙΚΩΝ ΠΡΟΚΛΗΣΕΩΝ [1191, 14, 1552, 59]
article-body: ΑΘΗΝΑΙ, 22. — Υπό του υπουργείου Δημοσίας Τάξεως χορηγούνται βεβαιώσεις εις τους εκτοπισθέντας κατά την διάρκειαν της δικτατορίας. Οι ενδιαφερόμενοι δύνανται να υποβάλλουν σχετικήν αίτησιν εις τα κατά τόπους αστυνομικά τμήματα, αναφέροντες τον τόπον και τον χρόνον της εκτοπίσεώς των. Αι βεβαιώσεις αύται θα χρησιμεύσουν διά την αναγνώρισιν του χρόνου της εκτοπίσεως ως συντάξιμου. [356, 309, 533, 479]
divider [545, 1310, 1153, 1312]
article-subhead: ΑΡΘΡΟΝ 1ον [604, 324, 680, 336]
article-subhead: ΑΡΘΡΟΝ 6ον [1018, 227, 1093, 239]
story-kozani [545, 837, 1153, 1304]
headline: ΑΘΩΩΘΗΚΑΝ ΑΠΟ ΤΟ ΠΛΗΜΜΕΛΕΙΟΔΙΚΕΙΟ ΚΟΖΑΝΗΣ ΤΕΣΣΕΡΙΣ ΦΟΙΤΗΤΕΣ ΠΟΥ ΚΟΛΛΟΥΣΑΝ ΑΦΙΣΕΣ ΚΑΙ ΜΟΙΡΑΖΑΝ ΠΡΟΚΗΡΥΞΕΙΣ ΓΙΑ ΤΗΝ ΔΗΜΟΚΡΑΤΙΑ [545, 837, 1098, 868]
article-body: ΟΡΛΕΑΝΗ, 22. (Ρώυτερ). — Η 19χρονη Αγγλίς Ελληνικής καταγωγής βρέθηκε νεκρή στο δωμάτιό της βιασμένη και στραγγαλισμένη. Η αστυνομία συνέλαβε στρατιώτη λιποτάκτη ο οποίος ομολόγησε την πράξιν του. Το θύμα είχε γνωρίσει τον δράστη προ ολίγων ημερών σε κέντρο της πόλεως και τον είχε προσκαλέσει στο σπίτι της. [356, 83, 533, 216]
cabinet-story-body [18, 1198, 537, 1774]
headline: ΤΟ ΠΡΟΓΡΑΜΜΑ ΕΞΕΤΑΣΕΩΝ ΔΙ ΑΠΟΚΤΗΣΙΝ ΑΔΕΙΑΣ ΗΛΕΚΤΡΟΛΟΓΟΥ, ΧΕΙΡΙΣΤΟΥ ΔΙΑΦΟΡΩΝ ΜΗΧΑΝΗΜΑΤΩΝ [1163, 1479, 1531, 1508]
story-cyprus-headline [1163, 14, 1580, 78]
article-subhead: ΑΝΕΛΑΒΕ ΚΑΘΗΚΟΝΤΑ [35, 1298, 168, 1310]
column-rule [537, 0, 538, 1076]
story-armenian [545, 1557, 1153, 2312]
